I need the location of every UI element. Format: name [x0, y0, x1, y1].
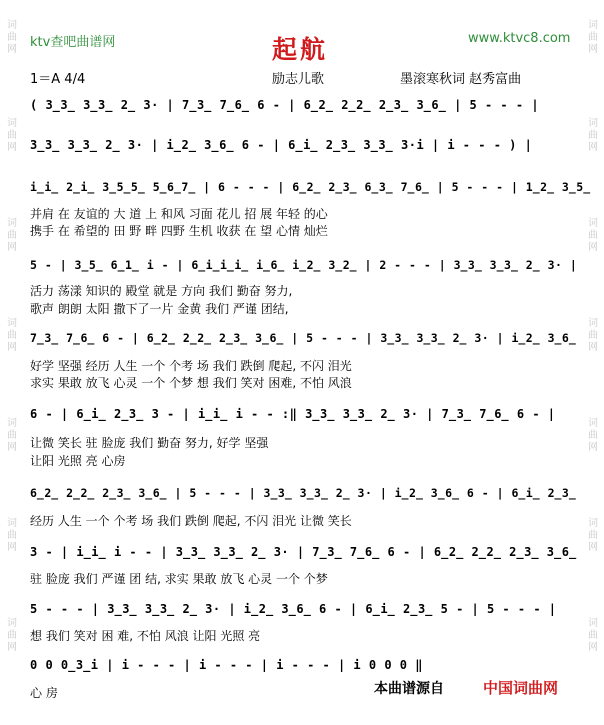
- notation-row-6: 6 - | 6̲i̲ 2̲3̲ 3 - | i̲i̲ i - - :‖ 3̲3̲ 3̲3̲ 2̲ 3· | 7̲3̲ 7̲6̲ 6 - |: [30, 407, 556, 421]
- notation-row-9: 5 - - - | 3̲3̲ 3̲3̲ 2̲ 3· | i̲2̲ 3̲6̲ 6 - | 6̲i̲ 2̲3̲ 5 - | 5 - - - |: [30, 602, 557, 616]
- lyric-row-6-verse-2: 让阳 光照 亮 心房: [30, 454, 126, 468]
- lyric-row-7: 经历 人生 一个 个考 场 我们 跌倒 爬起, 不闪 泪光 让微 笑长: [30, 514, 352, 528]
- key-signature: 1＝A 4/4: [30, 72, 86, 87]
- song-credits: 墨滚寒秋词 赵秀富曲: [400, 72, 522, 87]
- notation-row-8: 3 - | i̲i̲ i - - | 3̲3̲ 3̲3̲ 2̲ 3· | 7̲3̲ 7̲6̲ 6 - | 6̲2̲ 2̲2̲ 2̲3̲ 3̲6̲: [30, 545, 577, 559]
- notation-row-4: 5 - | 3̲5̲ 6̲1̲ i - | 6̲i̲i̲i̲ i̲6̲ i̲2̲ 3̲2̲ | 2 - - - | 3̲3̲ 3̲3̲ 2̲ 3· |: [30, 258, 578, 272]
- notation-row-10: 0 0 0̲3̲i | i - - - | i - - - | i - - - | i 0 0 0 ‖: [30, 658, 423, 672]
- watermark-right-7: 词曲网: [588, 618, 598, 653]
- lyric-row-3-verse-2: 携手 在 希望的 田 野 畔 四野 生机 收获 在 望 心情 灿烂: [30, 224, 328, 238]
- site-url-right: www.ktvc8.com: [468, 31, 571, 46]
- watermark-left-6: 词曲网: [7, 518, 17, 553]
- watermark-left-7: 词曲网: [7, 618, 17, 653]
- notation-row-3: i̲i̲ 2̲i̲ 3̲5̲5̲ 5̲6̲7̲ | 6 - - - | 6̲2̲ 2̲3̲ 6̲3̲ 7̲6̲ | 5 - - - | 1̲2̲ 3̲5̲: [30, 180, 591, 194]
- song-genre: 励志儿歌: [272, 72, 325, 87]
- watermark-right-6: 词曲网: [588, 518, 598, 553]
- source-label: 本曲谱源自: [374, 681, 444, 697]
- watermark-right-1: 词曲网: [588, 20, 598, 55]
- watermark-right-2: 词曲网: [588, 118, 598, 153]
- watermark-left-1: 词曲网: [7, 20, 17, 55]
- lyric-row-9: 想 我们 笑对 困 难, 不怕 风浪 让阳 光照 亮: [30, 629, 261, 643]
- watermark-right-5: 词曲网: [588, 418, 598, 453]
- lyric-row-4-verse-2: 歌声 朗朗 太阳 撒下了一片 金黄 我们 严谨 团结,: [30, 302, 289, 316]
- watermark-left-4: 词曲网: [7, 318, 17, 353]
- notation-row-1: ( 3̲3̲ 3̲3̲ 2̲ 3· | 7̲3̲ 7̲6̲ 6 - | 6̲2̲ 2̲2̲ 2̲3̲ 3̲6̲ | 5 - - - |: [30, 98, 540, 112]
- watermark-left-3: 词曲网: [7, 218, 17, 253]
- watermark-left-5: 词曲网: [7, 418, 17, 453]
- song-title: 起航: [272, 35, 329, 64]
- lyric-row-5-verse-1: 好学 坚强 经历 人生 一个 个考 场 我们 跌倒 爬起, 不闪 泪光: [30, 359, 352, 373]
- watermark-left-2: 词曲网: [7, 118, 17, 153]
- notation-row-7: 6̲2̲ 2̲2̲ 2̲3̲ 3̲6̲ | 5 - - - | 3̲3̲ 3̲3̲ 2̲ 3· | i̲2̲ 3̲6̲ 6 - | 6̲i̲ 2̲3̲: [30, 486, 577, 500]
- lyric-row-10: 心 房: [30, 686, 58, 700]
- source-name: 中国词曲网: [483, 679, 559, 697]
- lyric-row-3-verse-1: 并肩 在 友谊的 大 道 上 和风 习面 花儿 招 展 年轻 的心: [30, 207, 328, 221]
- watermark-right-3: 词曲网: [588, 218, 598, 253]
- site-name-left: ktv查吧曲谱网: [30, 35, 116, 50]
- notation-row-2: 3̲3̲ 3̲3̲ 2̲ 3· | i̲2̲ 3̲6̲ 6 - | 6̲i̲ 2̲3̲ 3̲3̲ 3·i | i - - - ) |: [30, 138, 533, 152]
- lyric-row-4-verse-1: 活力 荡漾 知识的 殿堂 就是 方向 我们 勤奋 努力,: [30, 284, 293, 298]
- notation-row-5: 7̲3̲ 7̲6̲ 6 - | 6̲2̲ 2̲2̲ 2̲3̲ 3̲6̲ | 5 - - - | 3̲3̲ 3̲3̲ 2̲ 3· | i̲2̲ 3̲6̲: [30, 331, 577, 345]
- watermark-right-4: 词曲网: [588, 318, 598, 353]
- lyric-row-6-verse-1: 让微 笑长 驻 脸庞 我们 勤奋 努力, 好学 坚强: [30, 436, 269, 450]
- lyric-row-5-verse-2: 求实 果敢 放飞 心灵 一个 个梦 想 我们 笑对 困难, 不怕 风浪: [30, 376, 352, 390]
- lyric-row-8: 驻 脸庞 我们 严谨 团 结, 求实 果敢 放飞 心灵 一个 个梦: [30, 572, 328, 586]
